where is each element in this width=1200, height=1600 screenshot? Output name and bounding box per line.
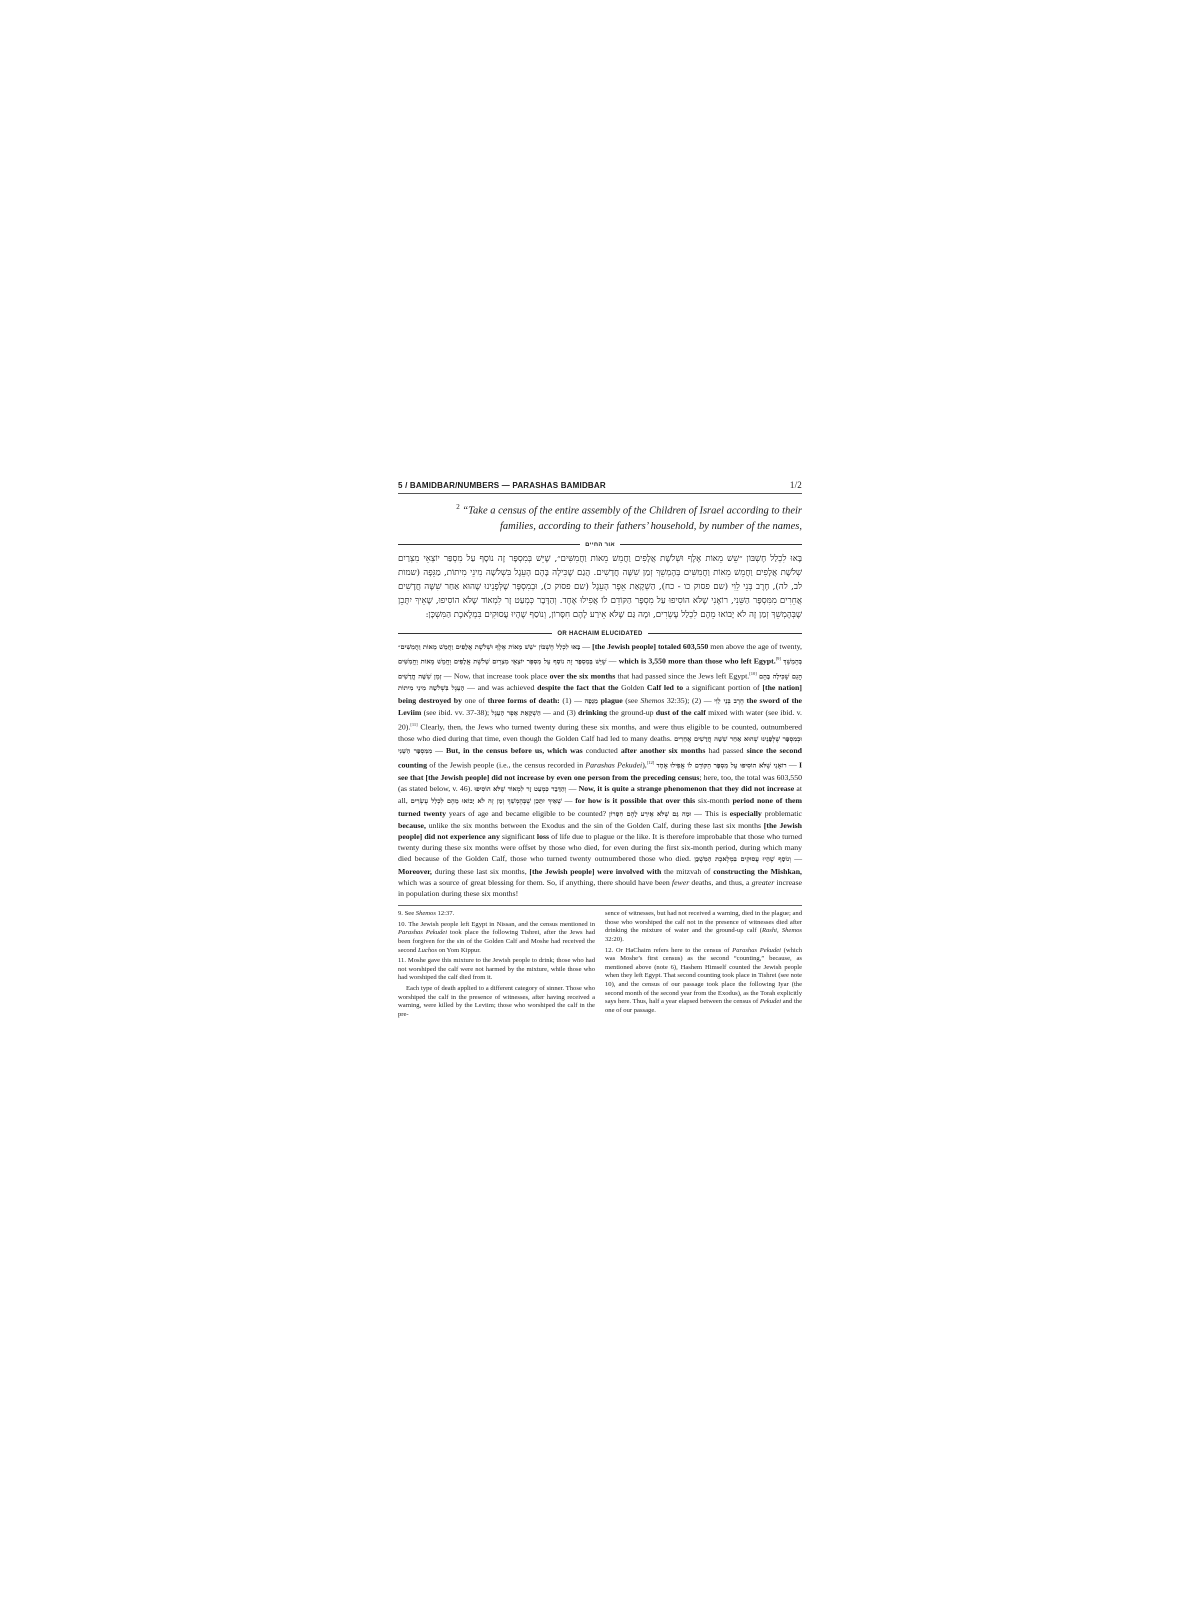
- footnotes-left-column: 9. See Shemos 12:37. 10. The Jewish people left Egypt in Nissan, and the census mentioned in Parashas Pekudei took place the following Tishrei, after the Jews had been forgiven for the sin of the Golden Calf and Moshe had received the second Luchos on Yom Kippur. 11. Moshe gave this mixture to the Jewish people to drink; those who had not worshiped the calf were not harmed by the mixture, while those who had worshiped the calf died from it. Each type of death applied to a different category of sinner. Those who worshiped the calf in the presence of witnesses, after having received a warning, were killed by the Leviim; those who worshiped the calf in the pre-: [398, 910, 595, 1018]
- running-header-title: 5 / BAMIDBAR/NUMBERS — PARASHAS BAMIDBAR: [398, 481, 606, 490]
- elucidated-label: OR HACHAIM ELUCIDATED: [557, 630, 643, 637]
- verse: [398, 500, 802, 534]
- document-page: [398, 480, 802, 1021]
- running-header: [398, 480, 802, 494]
- verse-text: “Take a census of the entire assembly of the Children of Israel according to their families, according to their fathers’ household, by number of the names,: [462, 505, 802, 532]
- elucidated-text: בָּאוּ לִכְלַל חֶשְׁבּוֹן ״שֵׁשׁ מֵאוֹת אֶלֶף וּשְׁלֹשֶׁת אֲלָפִים וַחֲמֵשׁ מֵאוֹת וַחֲמִשִּׁים״ — [the Jewish people] totaled 603,550 men above the age of twenty, שֶׁיֵּשׁ בְּמִסְפָּר זֶה נוֹסָף עַל מִסְפַּר יוֹצְאֵי מִצְרַיִם שְׁלֹשֶׁת אֲלָפִים וַחֲמֵשׁ מֵאוֹת וַחֲמִשִּׁים — which is 3,550 more than those who left Egypt.[9] בְּהֶמְשֵׁךְ זְמַן שִׁשָּׁה חֳדָשִׁים — Now, that increase took place over the six months that had passed since the Jews left Egypt.[10] הֲגַם שֶׁכִּילָה בָּהֶם הָעֵגֶל בִּשְׁלֹשָׁה מִינֵי מִיתוֹת — and was achieved despite the fact that the Golden Calf led to a significant portion of [the nation] being destroyed by one of three forms of death: מַגֵּפָה — (1) plague (see Shemos 32:35); חֶרֶב בְּנֵי לֵוִי — (2) the sword of the Leviim (see ibid. vv. 37-38); הַשְׁקָאַת אֵפֶר הָעֵגֶל — and (3) drinking the ground-up dust of the calf mixed with water (see ibid. v. 20).[11] Clearly, then, the Jews who turned twenty during these six months, and were thus eligible to be counted, outnumbered those who died during that time, even though the Golden Calf had led to many deaths. וּבְמִסְפָּר שֶׁלְּפָנֵינוּ שֶׁהוּא אַחַר שִׁשָּׁה חֳדָשִׁים אֲחֵרִים מִמִּסְפָּר הַשֵּׁנִי — But, in the census before us, which was conducted after another six months had passed since the second counting of the Jewish people (i.e., the census recorded in Parashas Pekudei),[12] רוֹאֶנִי שֶׁלֹּא הוֹסִיפוּ עַל מִסְפָּר הַקּוֹדֵם לוֹ אֲפִילוּ אֶחָד — I see that [the Jewish people] did not increase by even one person from the preceding census; here, too, the total was 603,550 (as stated below, v. 46). וְהַדָּבָר כִּמְעַט זָר לִמְאוֹד שֶׁלֹּא הוֹסִיפוּ — Now, it is quite a strange phenomenon that they did not increase at all, שֶׁאֵיךְ יִתָּכֵן שֶׁבְּהֶמְשֵׁךְ זְמַן זֶה לֹא יָבוֹאוּ מֵהֶם לִכְלַל עֶשְׂרִים — for how is it possible that over this six-month period none of them turned twenty years of age and became eligible to be counted? וּמָה גַּם שֶׁלֹּא אֵירַע לָהֶם חִסָּרוֹן — This is especially problematic because, unlike the six months between the Exodus and the sin of the Golden Calf, during these last six months [the Jewish people] did not experience any significant loss of life due to plague or the like. It is therefore improbable that those who turned twenty during these six months were offset by those who died, for even during the first six-month period, during which many died because of the Golden Calf, those who turned twenty outnumbered those who died. וְנוֹסָף שֶׁהָיוּ עֲסוּקִים בִּמְלֶאכֶת הַמִּשְׁכָּן — Moreover, during these last six months, [the Jewish people] were involved with the mitzvah of constructing the Mishkan, which was a source of great blessing for them. So, if anything, there should have been fewer deaths, and thus, a greater increase in population during these six months!: [398, 641, 803, 898]
- verse-number: 2: [456, 503, 460, 511]
- footnotes: [398, 910, 802, 1021]
- footnote-rule: [398, 905, 802, 906]
- or-hachaim-label: אור החיים: [585, 541, 615, 548]
- page-number: 1/2: [789, 480, 802, 490]
- hebrew-commentary: בָּאוּ לִכְלַל חֶשְׁבּוֹן ״שֵׁשׁ מֵאוֹת אֶלֶף וּשְׁלֹשֶׁת אֲלָפִים וַחֲמֵשׁ מֵאוֹת וַחֲמִשִּׁים״, שֶׁיֵּשׁ בְּמִסְפָּר זֶה נוֹסָף עַל מִסְפַּר יוֹצְאֵי מִצְרַיִם שְׁלֹשֶׁת אֲלָפִים וַחֲמֵשׁ מֵאוֹת וַחֲמִשִּׁים בְּהֶמְשֵׁךְ זְמַן שִׁשָּׁה חֳדָשִׁים. הֲגַם שֶׁכִּילָה בָּהֶם הָעֵגֶל בִּשְׁלֹשָׁה מִינֵי מִיתוֹת, מַגֵּפָה (שמות לב, לה), חֶרֶב בְּנֵי לֵוִי (שם פסוק כו - כח), הַשְׁקָאַת אֵפֶר הָעֵגֶל (שם פסוק כ), וּבְמִסְפָּר שֶׁלְּפָנֵינוּ שֶׁהוּא אַחַר שִׁשָּׁה חֳדָשִׁים אֲחֵרִים מִמִּסְפָּר הַשֵּׁנִי, רוֹאֶנִי שֶׁלֹּא הוֹסִיפוּ עַל מִסְפָּר הַקּוֹדֵם לוֹ אֲפִילוּ אֶחָד. וְהַדָּבָר כְּמְעַט זָר לִמְאוֹד שֶׁלֹּא הוֹסִיפוּ, שֶׁאֵיךְ יִתָּכֵן שֶׁבְּהֶמְשֵׁךְ זְמַן זֶה לֹא יָבוֹאוּ מֵהֶם לִכְלַל עֶשְׂרִים, וּמָה גַּם שֶׁלֹּא אֵירַע לָהֶם חִסָּרוֹן, וְנוֹסַף שֶׁהָיוּ עֲסוּקִים בִּמְלֶאכֶת הַמִּשְׁכָּן:: [398, 553, 802, 621]
- or-hachaim-divider: [398, 542, 802, 548]
- elucidated-divider: [398, 631, 802, 637]
- footnotes-right-column: sence of witnesses, but had not received a warning, died in the plague; and those who worshiped the calf not in the presence of witnesses died after drinking the mixture of water and the ground-up calf (Rashi, Shemos 32:20). 12. Or HaChaim refers here to the census of Parashas Pekudei (which was Moshe’s first census) as the second “counting,” because, as mentioned above (note 6), Hashem Himself counted the Jewish people when they left Egypt. That second counting took place in Tishrei (see note 10), and the census of our passage took place the following Iyar (the second month of the second year from the Exodus), as the Torah explicitly says here. Thus, half a year elapsed between the census of Pekudei and the one of our passage.: [605, 910, 802, 1014]
